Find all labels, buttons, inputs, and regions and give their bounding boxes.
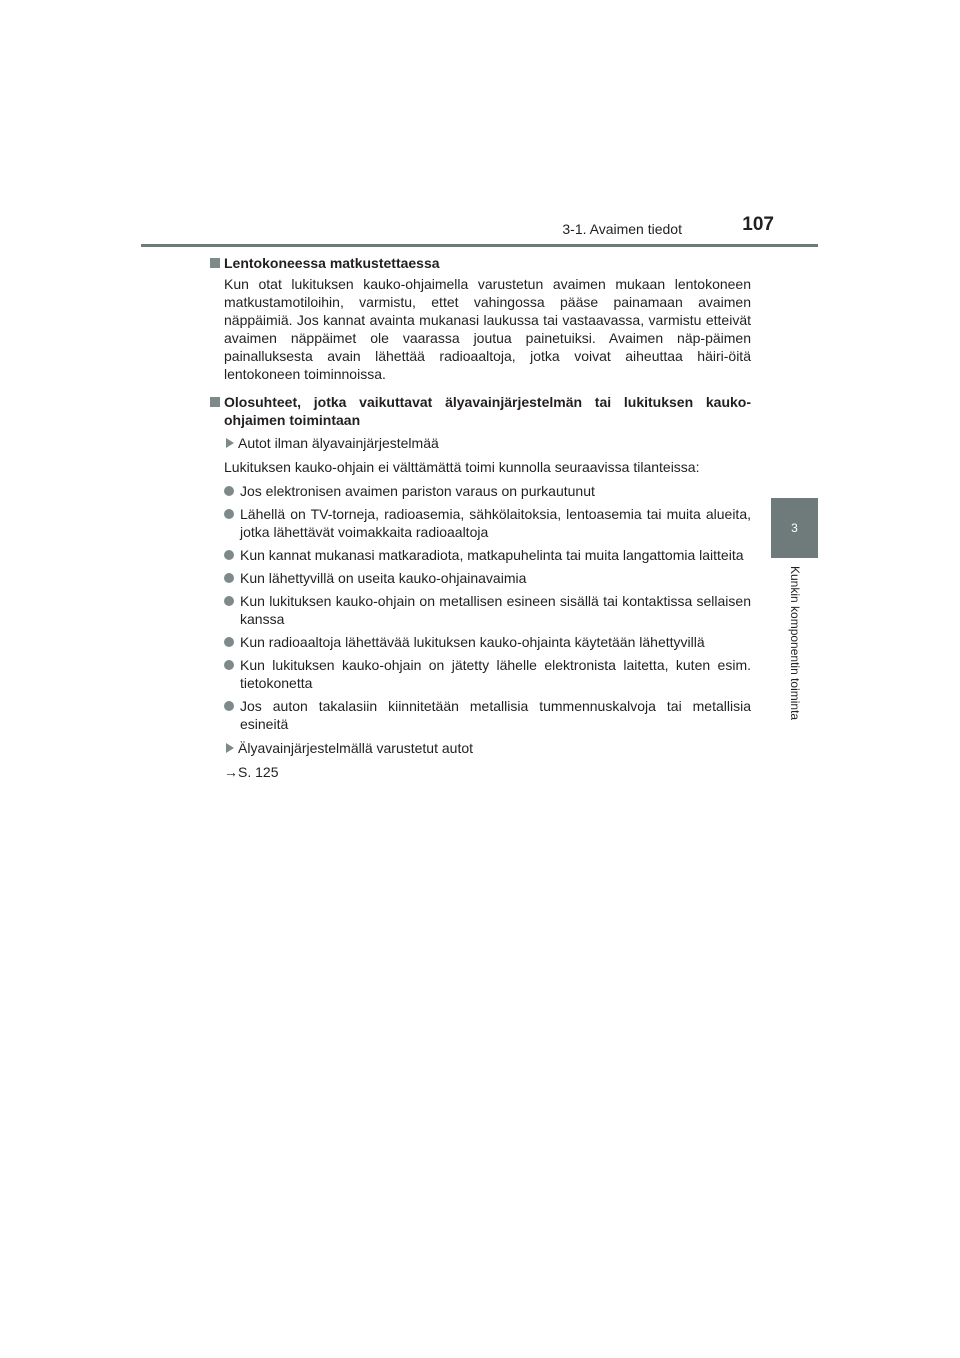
triangle-arrow-icon bbox=[226, 743, 234, 753]
triangle-arrow-icon bbox=[226, 438, 234, 448]
round-bullet-icon bbox=[224, 573, 234, 583]
chapter-label: Kunkin komponentin toiminta bbox=[788, 566, 802, 721]
page-number: 107 bbox=[742, 214, 774, 235]
round-bullet-icon bbox=[224, 637, 234, 647]
round-bullet-icon bbox=[224, 596, 234, 606]
square-bullet-icon bbox=[210, 258, 220, 268]
paragraph: Kun otat lukituksen kauko-ohjaimella varustetun avaimen mukaan lentokoneen matkustamotiloihin, varmistu, ettet vahingossa pääse painamaan avaimen näppäimiä. Jos kannat avainta mukanasi laukussa tai vastaavassa, varmistu etteivät avaimen näppäimet ole vaarassa joutua painetuiksi. Avaimen näp-päimen painalluksesta avain lähettää radioaaltoja, jotka voivat aiheuttaa häiri-öitä lentokoneen toiminnoissa. bbox=[224, 276, 751, 382]
list-item: Lähellä on TV-torneja, radioasemia, sähkölaitoksia, lentoasemia tai muita alueita, jotka lähettävät voimakkaita radioaaltoja bbox=[208, 505, 751, 541]
square-bullet-icon bbox=[210, 397, 220, 407]
round-bullet-icon bbox=[224, 509, 234, 519]
subheading: Autot ilman älyavainjärjestelmää bbox=[208, 434, 751, 452]
round-bullet-icon bbox=[224, 550, 234, 560]
page-content bbox=[208, 252, 751, 781]
round-bullet-icon bbox=[224, 660, 234, 670]
list-item: Jos elektronisen avaimen pariston varaus on purkautunut bbox=[208, 482, 751, 500]
list-item: Kun lähettyvillä on useita kauko-ohjainavaimia bbox=[208, 569, 751, 587]
list-item: Kun lukituksen kauko-ohjain on jätetty lähelle elektronista laitetta, kuten esim. tietokonetta bbox=[208, 656, 751, 692]
list-item: Jos auton takalasiin kiinnitetään metallisia tummennuskalvoja tai metallisia esineitä bbox=[208, 697, 751, 733]
header-rule bbox=[141, 244, 818, 247]
list-item: Kun kannat mukanasi matkaradiota, matkapuhelinta tai muita langattomia laitteita bbox=[208, 546, 751, 564]
page-reference: →S. 125 bbox=[224, 764, 279, 780]
paragraph: Lukituksen kauko-ohjain ei välttämättä toimi kunnolla seuraavissa tilanteissa: bbox=[224, 459, 700, 475]
chapter-number: 3 bbox=[791, 521, 798, 535]
section-heading: Olosuhteet, jotka vaikuttavat älyavainjärjestelmän tai lukituksen kauko-ohjaimen toimintaan bbox=[208, 393, 751, 429]
round-bullet-icon bbox=[224, 486, 234, 496]
list-item: Kun radioaaltoja lähettävää lukituksen kauko-ohjainta käytetään lähettyvillä bbox=[208, 633, 751, 651]
chapter-tab bbox=[771, 498, 818, 558]
round-bullet-icon bbox=[224, 701, 234, 711]
list-item: Kun lukituksen kauko-ohjain on metallisen esineen sisällä tai kontaktissa sellaisen kanssa bbox=[208, 592, 751, 628]
subheading: Älyavainjärjestelmällä varustetut autot bbox=[208, 739, 751, 757]
section-title: 3-1. Avaimen tiedot bbox=[562, 221, 682, 237]
section-heading: Lentokoneessa matkustettaessa bbox=[208, 254, 751, 272]
